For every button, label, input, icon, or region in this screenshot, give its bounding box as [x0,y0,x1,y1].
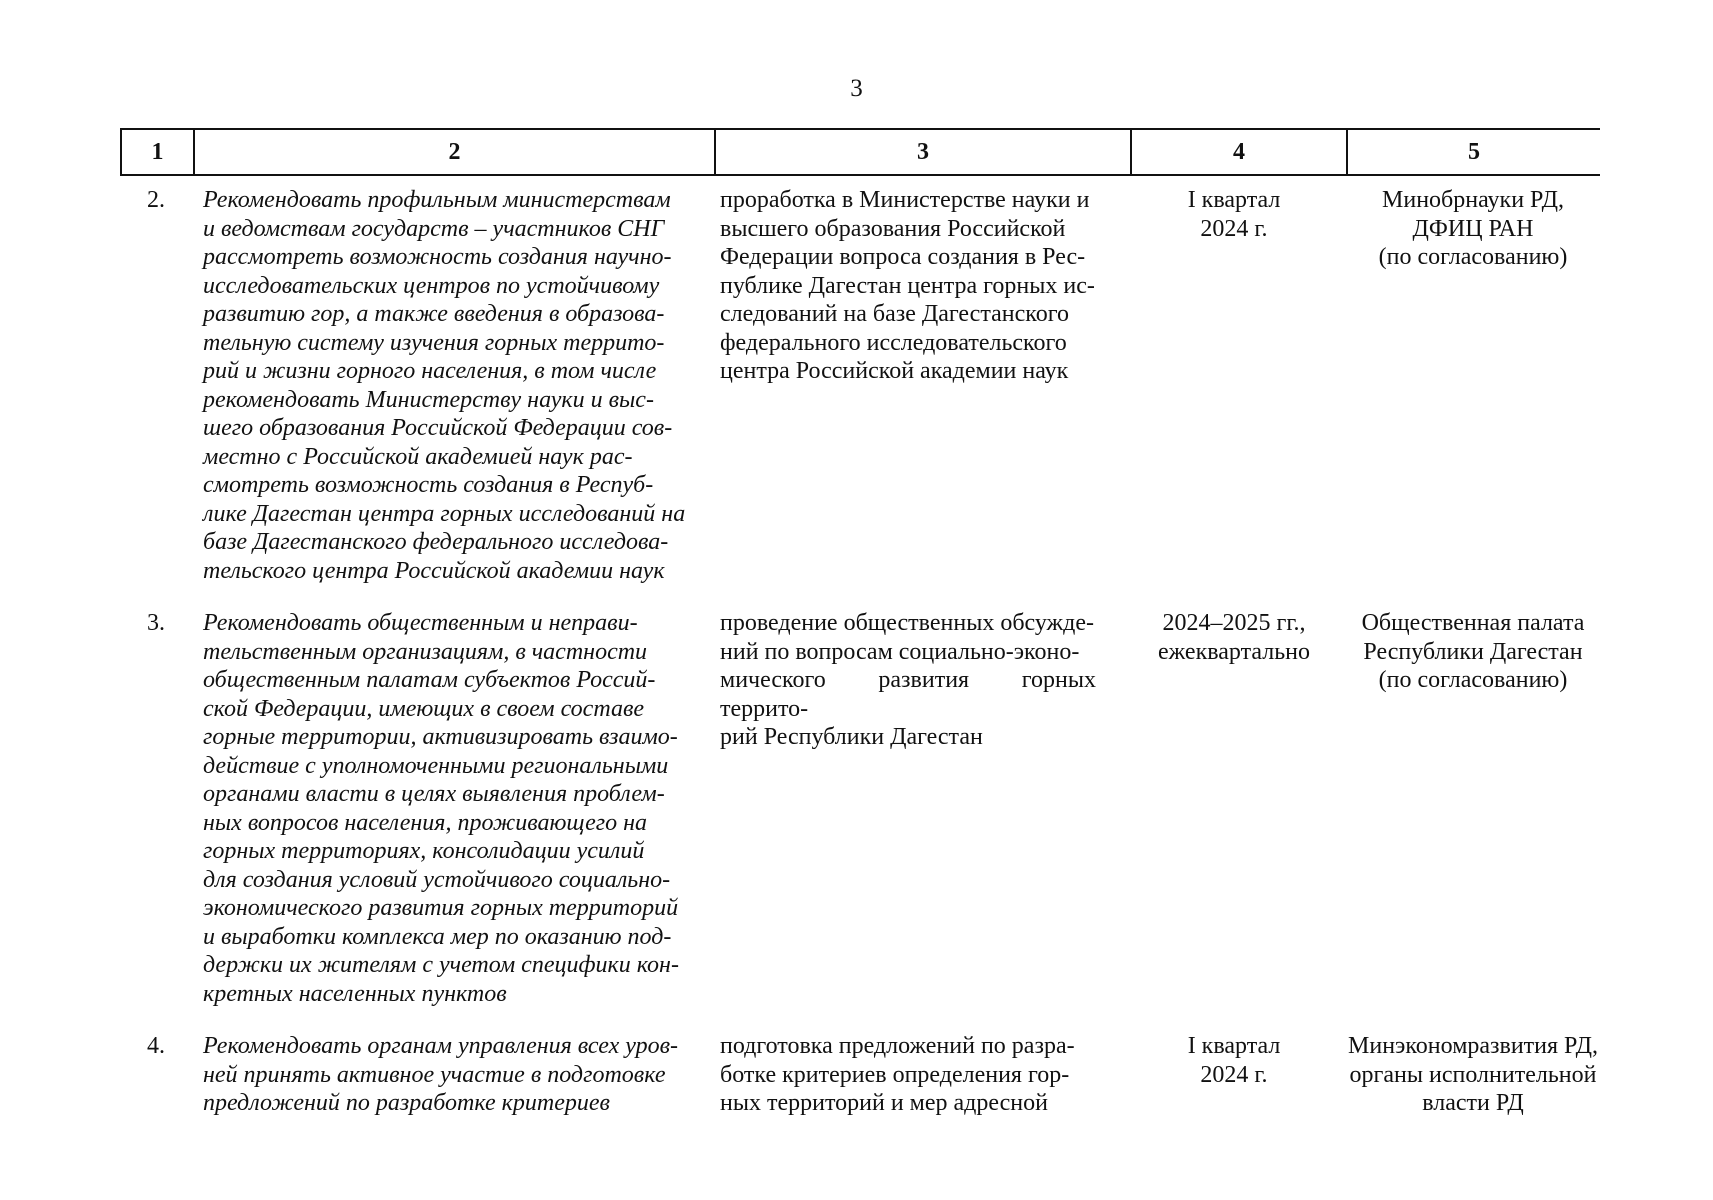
row-description: Рекомендовать общественным и неправи- тельственным организациям, в частности общественным палатам субъектов Россий- ской Федерации, имеющих в своем составе горные территории, активизировать взаимо- действие с уполномоченными региональными органами власти в целях выявления проблем- ных вопросов населения, проживающего на горных территориях, консолидации усилий для создания условий устойчивого социально- экономического развития горных территорий и выработки комплекса мер по оказанию под- держки их жителям с учетом специфики кон- кретных населенных пунктов [203,610,679,1007]
column-header-2: 2 [193,130,714,174]
row-action: проведение общественных обсужде- ний по вопросам социально-эконо- мического развития горных террито- рий Республики Дагестан [720,610,1096,750]
column-header-4: 4 [1130,130,1346,174]
table-header [120,128,1600,176]
row-number: 3. [147,610,165,636]
column-header-1: 1 [120,130,193,174]
row-term: I квартал 2024 г. [1187,187,1281,242]
row-number: 4. [147,1033,165,1059]
column-header-3: 3 [714,130,1130,174]
plan-table [120,128,1600,1118]
row-responsible: Минэкономразвития РД, органы исполнительной власти РД [1348,1033,1598,1116]
row-term: I квартал 2024 г. [1187,1033,1281,1088]
page-number: 3 [850,75,863,102]
table-row [120,1032,1600,1118]
row-term: 2024–2025 гг., ежеквартально [1158,610,1310,665]
row-description: Рекомендовать профильным министерствам и ведомствам государств – участников СНГ рассмотреть возможность создания научно- исследовательских центров по устойчивому развитию гор, а также введения в образова- тельную систему изучения горных террито- рий и жизни горного населения, в том числе рекомендовать Министерству науки и выс- шего образования Российской Федерации сов- местно с Российской академией наук рас- смотреть возможность создания в Респуб- лике Дагестан центра горных исследований на базе Дагестанского федерального исследова- тельского центра Российской академии наук [203,187,686,584]
row-action: проработка в Министерстве науки и высшего образования Российской Федерации вопроса создания в Рес- публике Дагестан центра горных ис- следований на базе Дагестанского федерального исследовательского центра Российской академии наук [720,187,1095,384]
row-action: подготовка предложений по разра- ботке критериев определения гор- ных территорий и мер адресной [720,1033,1075,1116]
row-number: 2. [147,187,165,213]
row-description: Рекомендовать органам управления всех уров- ней принять активное участие в подготовке предложений по разработке критериев [203,1033,678,1116]
row-responsible: Минобрнауки РД, ДФИЦ РАН (по согласованию) [1378,187,1568,270]
column-header-5: 5 [1346,130,1600,174]
row-responsible: Общественная палата Республики Дагестан (по согласованию) [1361,610,1585,693]
table-row [120,609,1600,1008]
table-row [120,186,1600,585]
